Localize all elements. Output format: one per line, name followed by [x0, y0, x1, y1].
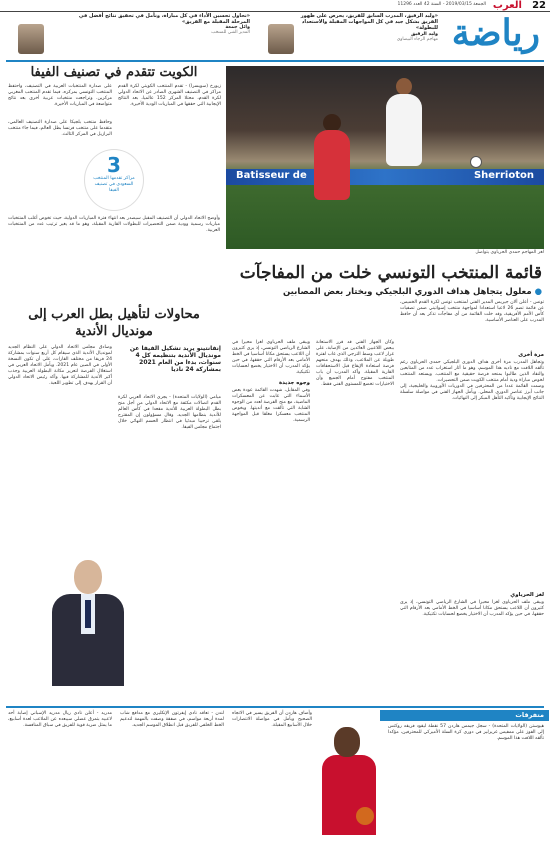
arab-col-right: ميامي (الولايات المتحدة) - يجري الاتحاد العربي لكرة القدم اتصالات مكثفة مع الاتحاد الدولي من أجل منح بطل البطولة العربية للأندية مقعدا في كأس العالم للأندية بنظامها الجديد. وقال مسؤولون إن المقترح يلقى ترحيبا مبدئيا في انتظار الحسم النهائي خلال اجتماع مجلس الفيفا.: [118, 395, 221, 430]
arab-headline: محاولات لتأهيل بطل العرب إلى مونديال الأندية: [28, 307, 200, 339]
subheading: لغز الحرباوي: [510, 592, 544, 598]
paragraph: وضمت القائمة عددا من المحترفين في الدوريات الأوروبية والخليجية، إلى جانب أبرز عناصر الدوري المحلي. ويأمل الجهاز الفني في مواصلة سلسلة النتائج الإيجابية وتأكيد التأهل المبكر إلى النهائيات.: [400, 384, 544, 401]
portrait-tie: [85, 600, 91, 628]
left-quote: «نحاول تحسين الأداء في كل مباراة، ونأمل في تحقيق نتائج أفضل في المرحلة المقبلة مع الفريق»: [78, 13, 250, 26]
right-quote: «وليد الرفيق، المدرب السابق للفريق، يحرص على ظهور الفريق بشكل جيد في كل المواجهات المقبلة والاستعداد للبطولة»: [300, 13, 438, 32]
section-label-bar: متفرقات: [380, 710, 549, 721]
left-column-head: [64, 13, 250, 59]
main-subhead-text: معلول يتجاهل هداف الدوري البلجيكي ويختار بعض المصابين: [283, 287, 532, 297]
basketball-player-photo: [316, 723, 382, 835]
masthead-strip: [0, 0, 550, 12]
right-writer-title: مهاجم الرجاء البيضاوي: [396, 36, 438, 42]
ranking-text: مراكز تقدمها المنتخب السعودي في تصنيف الفيفا: [93, 176, 135, 193]
main-photo: [226, 66, 544, 249]
section-title: رياضة: [451, 12, 540, 54]
kuwait-end: وأوضح الاتحاد الدولي أن التصنيف المقبل سيصدر بعد انتهاء فترة المباريات الدولية، حيث تخوض أغلب المنتخبات مباريات رسمية وودية ضمن التحضيرات للبطولات القارية المقبلة، وهو ما قد يغير ترتيب عدد من المنتخبات العربية.: [8, 216, 220, 233]
right-column-head: [288, 13, 438, 59]
kuwait-col2: على صدارة المنتخبات العربية في التصنيف، واحتفظ المنتخب التونسي بمركزه، فيما تقدم المنتخب المغربي مركزين. وتراجعت منتخبات عربية أخرى بعد نتائج متواضعة في المباريات الأخيرة.: [8, 84, 112, 107]
section-divider: [6, 60, 544, 62]
main-story-lede: تونس - أعلن ألان جيريس المدير الفني لمنتخب تونس لكرة القدم الخميس، عن قائمة تضم 26 لاعبا استعدادا لمواجهة منتخب إسواتيني ضمن تصفيات كأس الأمم الأفريقية، وقد خلت القائمة من أي مفاجآت تذكر بعد أن حافظ المدرب على العناصر الأساسية.: [400, 300, 545, 323]
paragraph: ويبقى ملف الحرباوي لغزا محيرا في الشارع الرياضي التونسي، إذ يرى كثيرون أن اللاعب يستحق مكانا أساسيا في الخط الأمامي بعد الأرقام التي حققها، في حين يؤكد المدرب أن الاختيار يخضع لحسابات تكتيكية.: [232, 340, 310, 375]
ranking-number: 3: [107, 153, 121, 177]
arab-col-left: وصادق مجلس الاتحاد الدولي على النظام الجديد لمونديال الأندية الذي سيقام كل أربع سنوات بمشاركة 24 فريقا من مختلف القارات، على أن تكون النسخة الأولى في الصين عام 2021. ويأمل الاتحاد العربي في استغلال الفرصة لتعزيز مكانة البطولة العربية وجذب أكبر الأندية للمشاركة فيها. وأكد رئيس الاتحاد الدولي أن القرار يهدف إلى تطوير اللعبة.: [8, 345, 112, 386]
paragraph: ويبقى ملف الحرباوي لغزا محيرا في الشارع الرياضي التونسي، إذ يرى كثيرون أن اللاعب يستحق مكانا أساسيا في الخط الأمامي بعد الأرقام التي حققها، في حين يؤكد المدرب أن الاختيار يخضع لحسابات تكتيكية.: [400, 600, 544, 617]
bottom-brief-1: هيوستن (الولايات المتحدة) - سجل جيمس هاردن 57 نقطة ليقود فريقه روكتس إلى الفوز على ممفيس غريزليز في دوري كرة السلة الأميركي للمحترفين، مؤكدا تألقه اللافت هذا الموسم.: [388, 724, 544, 741]
kuwait-headline: الكويت تتقدم في تصنيف الفيفا: [30, 65, 198, 80]
paragraph: وتجاهل المدرب مرة أخرى هداف الدوري البلجيكي حمدي الحرباوي رغم تألقه اللافت مع ناديه هذا الموسم، وهو ما أثار استغراب عدد من المتابعين والنقاد الذين طالبوا بمنحه فرصة حقيقية مع المنتخب. ويستعد المنتخب لخوض مباراة ودية أمام منتخب الكويت ضمن التحضيرات.: [400, 360, 544, 383]
main-story-col2: وكان الجهاز الفني قد قرر الاستعانة ببعض اللاعبين العائدين من الإصابة، على غرار لاعب وسط الترجي الذي غاب لفترة طويلة عن الملاعب، وذلك بهدف منحهم فرصة استعادة الإيقاع قبل الاستحقاقات القارية المقبلة. وأكد المدرب أن باب المنتخب مفتوح أمام الجميع وأن الاختيارات تخضع للمستوى الفني فقط.: [316, 340, 394, 387]
main-subhead: [230, 287, 542, 297]
right-writer-name: وليد الرفيق: [410, 31, 438, 37]
paragraph: وفي المقابل، شهدت القائمة عودة بعض الأسماء التي غابت عن المعسكرات الماضية، مع منح الفرصة لعدد من الوجوه الشابة التي تألقت مع أنديتها. ويخوض المنتخب معسكرا مغلقا قبل المواجهة الرسمية.: [232, 388, 310, 423]
brand-name: العرب: [492, 0, 522, 11]
dateline: الجمعة 2019/03/15 - السنة 42 العدد 11296: [397, 2, 486, 7]
banner-text-right: Sherrioton: [473, 170, 534, 181]
kuwait-lede: زيورخ (سويسرا) - تقدم المنتخب الكويتي لكرة القدم مراكز في التصنيف الشهري الصادر عن الاتحاد الدولي لكرة القدم، محتلا المركز 152 عالميا، بعد النتائج الإيجابية التي حققها في المباريات الودية الأخيرة.: [118, 84, 221, 107]
page-number: 22: [532, 0, 546, 11]
player-red-jersey: [314, 130, 350, 200]
player-head: [396, 78, 412, 95]
player-head: [334, 727, 360, 757]
arab-lede-title: إنفانتينو يريد تشكيل الفيفا عن مونديال الأندية بتنظيمه كل 4 سنوات، بدءا من العام 2021 بمشاركة 24 ناديا: [129, 345, 221, 373]
football-icon: [470, 156, 482, 168]
ranking-callout: [84, 149, 144, 211]
official-portrait: [48, 556, 128, 686]
main-story-col1: [400, 348, 544, 402]
left-writer-title: المدير الفني للمنتخب: [211, 30, 250, 36]
main-headline: قائمة المنتخب التونسي خلت من المفاجآت: [239, 263, 542, 283]
player-white-jersey: [386, 94, 422, 166]
bottom-divider: [6, 706, 544, 708]
kuwait-mid: وحافظ منتخب بلجيكا على صدارة التصنيف العالمي، متقدما على منتخب فرنسا بطل العالم، فيما جاء منتخب البرازيل في المركز الثالث.: [8, 120, 112, 137]
basketball-icon: [356, 807, 374, 825]
subheading: وجوه جديدة: [279, 380, 310, 386]
subheading: مرة أخرى: [518, 352, 544, 358]
main-story-col1-end: [400, 588, 544, 618]
bottom-brief-4: مدريد - أعلن نادي ريال مدريد الإسباني إصابة أحد لاعبيه بتمزق عضلي سيبعده عن الملاعب لعدة أسابيع، ما يمثل ضربة قوية للفريق في سباق المنافسة.: [8, 711, 112, 728]
bottom-brief-3: لندن - تعاقد نادي إيفرتون الإنكليزي مع مدافع شاب لمدة أربعة مواسم، في صفقة وصفت بالمهمة لتدعيم الخط الخلفي للفريق قبل انطلاق الموسم الجديد.: [120, 711, 224, 728]
photo-caption: لغز المهاجم حمدي الحرباوي يتواصل: [475, 250, 544, 255]
main-story-col3: [232, 340, 310, 424]
bottom-brief-2: وأضاف هاردن أن الفريق يسير في الاتجاه الصحيح ويأمل في مواصلة الانتصارات خلال الأسابيع المقبلة.: [232, 711, 312, 728]
left-writer-name: وائل جمعة: [225, 25, 250, 31]
banner-text-left: Batisseur de: [236, 170, 307, 181]
bullet-icon: ●: [534, 287, 542, 297]
right-avatar: [268, 24, 294, 54]
left-avatar: [18, 24, 44, 54]
portrait-head: [74, 560, 102, 594]
